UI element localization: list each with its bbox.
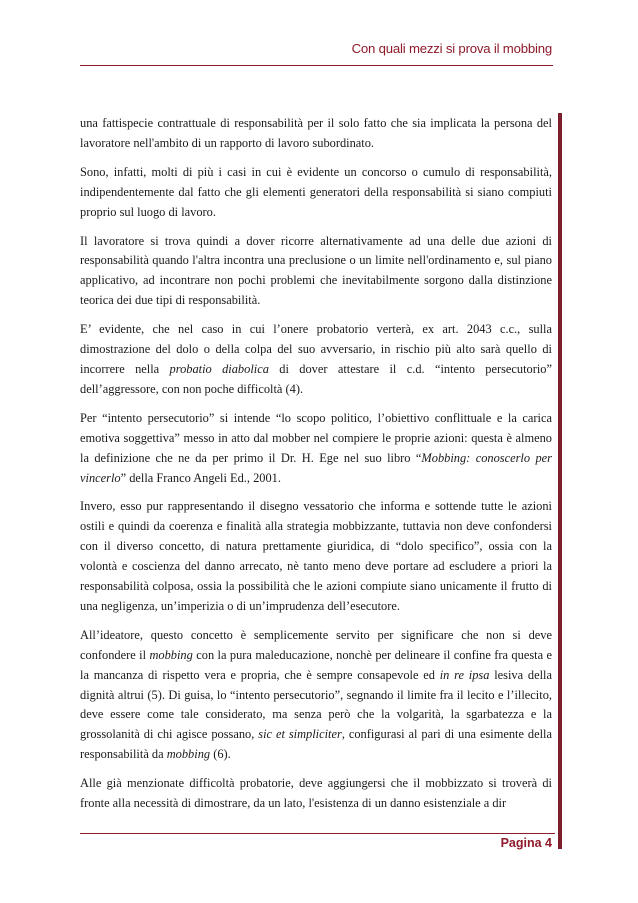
header-divider (80, 65, 553, 66)
document-body (80, 114, 552, 823)
paragraph (80, 774, 552, 814)
paragraph (80, 626, 552, 765)
text-run: di dover attestare il c.d. “intento persecutorio” dell’aggressore, con non poche difficoltà (4). (80, 361, 552, 396)
text-run: (6). (210, 747, 231, 762)
text-run: lesiva della dignità altrui (5). Di guisa, lo “intento persecutorio”, segnando il limite fra il lecito e l’illecito, deve essere come tale considerato, ma senza però che la volgarità, la sgarbatezza e la grossolanità di chi agisce possano, (80, 667, 552, 742)
paragraph (80, 409, 552, 489)
italic-term: mobbing (149, 647, 193, 662)
text-run: ” della Franco Angeli Ed., 2001. (120, 470, 281, 485)
paragraph (80, 497, 552, 616)
text-run: Per “intento persecutorio” si intende “lo scopo politico, l’obiettivo conflittuale e la carica emotiva soggettiva” messo in atto dal mobber nel compiere le proprie azioni: questa è almeno la definizione che ne da per primo il Dr. H. Ege nel suo libro “ (80, 410, 552, 465)
text-run: Alle già menzionate difficoltà probatorie, deve aggiungersi che il mobbizzato si troverà di fronte alla necessità di dimostrare, da un lato, l'esistenza di un danno esistenziale a dir (80, 776, 552, 811)
text-run: , configurasi al pari di una esimente della responsabilità da (80, 727, 552, 762)
text-run: con la pura maleducazione, nonchè per delineare il confine fra questa e la mancanza di rispetto vera e propria, che è sempre consapevole ed (80, 647, 552, 682)
text-run: Invero, esso pur rappresentando il disegno vessatorio che informa e sottende tutte le azioni ostili e quindi da coerenza e finalità alla strategia mobbizzante, tuttavia non deve confondersi con il diverso concetto, di natura prettamente giuridica, di “dolo specifico”, ossia con la volontà e coscienza del danno arrecato, nè tanto meno deve portare ad escludere a priori la responsabilità colposa, ossia la possibilità che le azioni compiute siano unicamente il frutto di una negligenza, un’imperizia o di un’imprudenza dell’esecutore. (80, 499, 552, 613)
text-run: una fattispecie contrattuale di responsabilità per il solo fatto che sia implicata la persona del lavoratore nell'ambito di un rapporto di lavoro subordinato. (80, 116, 552, 150)
text-run: E’ evidente, che nel caso in cui l’onere probatorio verterà, ex art. 2043 c.c., sulla dimostrazione del dolo o della colpa del suo avversario, in rischio più alto sarà quello di incorrere nella (80, 322, 552, 376)
footer-divider (80, 833, 555, 834)
text-run: All’ideatore, questo concetto è semplicemente servito per significare che non si deve confondere il (80, 627, 552, 662)
margin-accent-bar (558, 113, 562, 849)
italic-term: mobbing (166, 747, 211, 762)
paragraph (80, 320, 552, 400)
running-header-title: Con quali mezzi si prova il mobbing (351, 41, 552, 56)
italic-term: sic et simpliciter (258, 727, 342, 742)
page-number: Pagina 4 (500, 836, 552, 850)
italic-term: probatio diabolica (169, 361, 269, 376)
paragraph (80, 163, 552, 223)
paragraph (80, 232, 552, 312)
italic-term: Mobbing: conoscerlo per vincerlo (80, 450, 552, 485)
text-run: Sono, infatti, molti di più i casi in cui è evidente un concorso o cumulo di responsabilità, indipendentemente dal fatto che gli elementi generatori della responsabilità si siano compiuti proprio sul luogo di lavoro. (80, 164, 552, 219)
italic-term: in re ipsa (439, 667, 490, 682)
text-run: Il lavoratore si trova quindi a dover ricorre alternativamente ad una delle due azioni di responsabilità quando l'altra incontra una preclusione o un limite nell'ordinamento e, sul piano applicativo, ad incontrare non pochi problemi che inevitabilmente sorgono dalla distinzione teorica dei due tipi di responsabilità. (80, 233, 552, 308)
paragraph (80, 114, 552, 154)
